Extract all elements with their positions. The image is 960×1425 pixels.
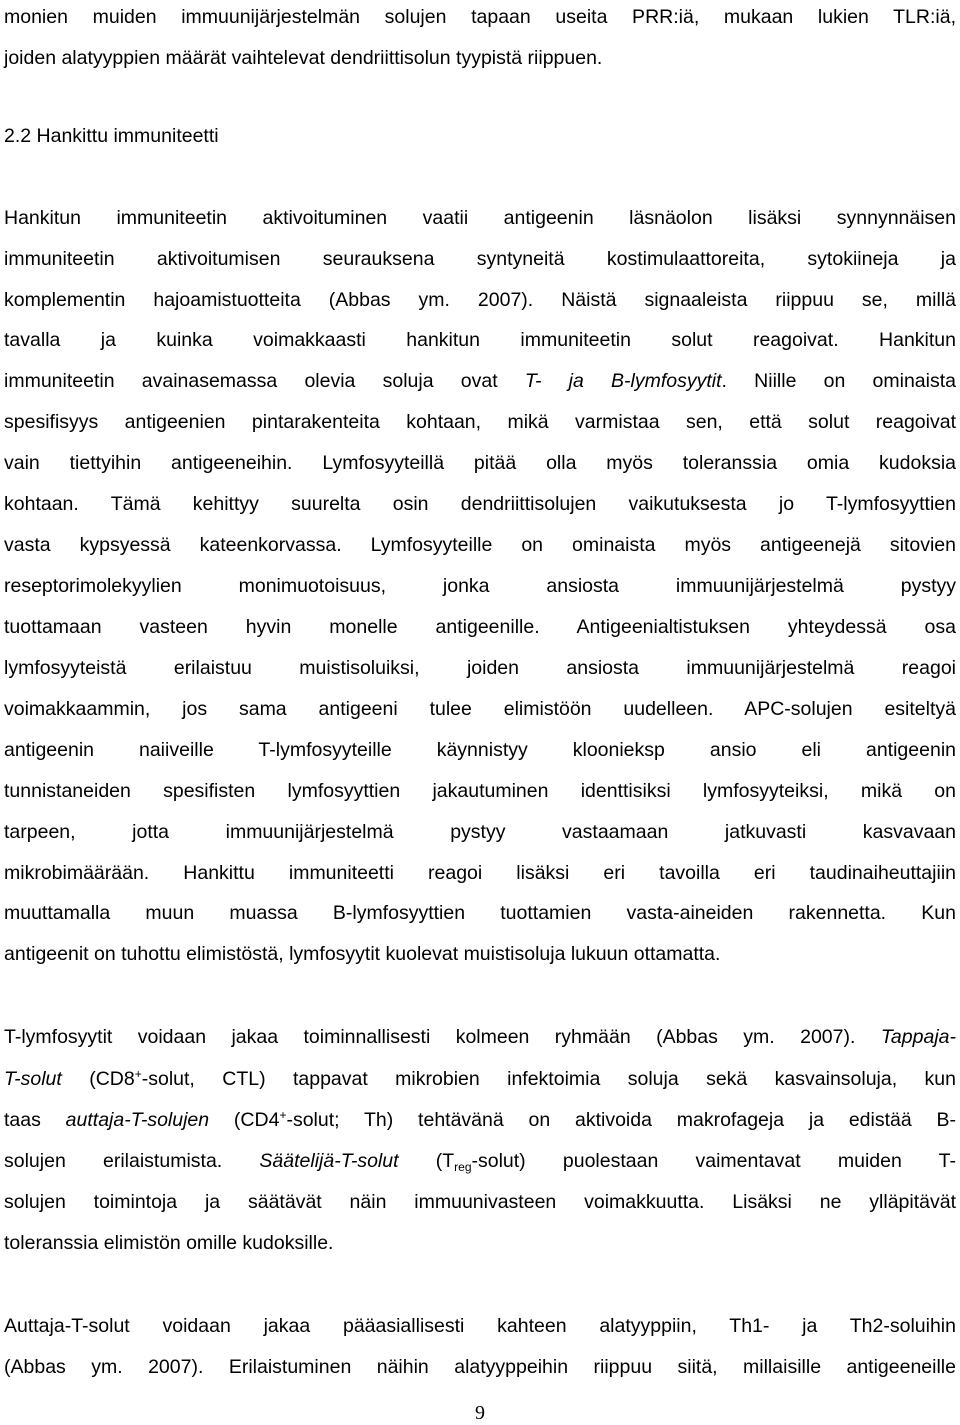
- para1-line-14: antigeenin naiiveille T-lymfosyyteille käynnistyy kloonieksp ansio eli antigeenin: [4, 739, 956, 761]
- section-heading: 2.2 Hankittu immuniteetti: [4, 125, 219, 147]
- para1-line-13: voimakkaammin, jos sama antigeeni tulee elimistöön uudelleen. APC-solujen esiteltyä: [4, 698, 956, 720]
- para1-line-9: vasta kypsyessä kateenkorvassa. Lymfosyyteille on ominaista myös antigeenejä sitovien: [4, 534, 956, 556]
- para2-line-4-text-d: -solut) puolestaan vaimentavat muiden T-: [471, 1150, 956, 1172]
- para2-line-2-text-c: -solut, CTL) tappavat mikrobien infektoimia soluja sekä kasvainsoluja, kun: [141, 1068, 956, 1090]
- intro-line-1: monien muiden immuunijärjestelmän solujen tapaan useita PRR:iä, mukaan lukien TLR:iä,: [4, 6, 956, 28]
- para1-line-5-italic: T- ja B-lymfosyytit: [524, 370, 722, 392]
- para1-line-11: tuottamaan vasteen hyvin monelle antigeenille. Antigeenialtistuksen yhteydessä osa: [4, 616, 956, 638]
- para1-line-6: spesifisyys antigeenien pintarakenteita kohtaan, mikä varmistaa sen, että solut reagoivat: [4, 411, 956, 433]
- para1-line-7: vain tiettyihin antigeeneihin. Lymfosyyteillä pitää olla myös toleranssia omia kudoksia: [4, 452, 956, 474]
- para2-line-4-text-a: solujen erilaistumista.: [4, 1150, 260, 1172]
- para1-line-2: immuniteetin aktivoitumisen seurauksena syntyneitä kostimulaattoreita, sytokiineja ja: [4, 248, 956, 270]
- para2-line-1: [4, 1025, 956, 1049]
- para1-line-8: kohtaan. Tämä kehittyy suurelta osin dendriittisolujen vaikutuksesta jo T-lymfosyyttien: [4, 493, 956, 515]
- intro-line-2: joiden alatyyppien määrät vaihtelevat dendriittisolun tyypistä riippuen.: [4, 47, 603, 69]
- para2-line-5: solujen toimintoja ja säätävät näin immuunivasteen voimakkuutta. Lisäksi ne ylläpitävät: [4, 1191, 956, 1213]
- para3-line-2: (Abbas ym. 2007). Erilaistuminen näihin alatyyppeihin riippuu siitä, millaisille antigeeneille: [4, 1356, 956, 1378]
- para3-line-1: Auttaja-T-solut voidaan jakaa pääasiallisesti kahteen alatyyppiin, Th1- ja Th2-soluihin: [4, 1315, 956, 1337]
- para2-line-3-text-c: (CD4: [209, 1109, 280, 1131]
- para1-line-16: tarpeen, jotta immuunijärjestelmä pystyy vastaamaan jatkuvasti kasvavaan: [4, 821, 956, 843]
- para2-line-4: [4, 1149, 956, 1173]
- para2-line-2: [4, 1067, 956, 1091]
- para1-line-18: muuttamalla muun muassa B-lymfosyyttien tuottamien vasta-aineiden rakennetta. Kun: [4, 902, 956, 924]
- para2-line-2-text-b: (CD8: [61, 1068, 135, 1090]
- para1-line-12: lymfosyyteistä erilaistuu muistisoluiksi, joiden ansiosta immuunijärjestelmä reagoi: [4, 657, 956, 679]
- para1-line-4: tavalla ja kuinka voimakkaasti hankitun immuniteetin solut reagoivat. Hankitun: [4, 329, 956, 351]
- para1-line-10: reseptorimolekyylien monimuotoisuus, jonka ansiosta immuunijärjestelmä pystyy: [4, 575, 956, 597]
- para2-line-2-superscript: +: [134, 1067, 142, 1081]
- para2-line-3-superscript: +: [279, 1108, 287, 1122]
- para2-line-3-italic: auttaja-T-solujen: [65, 1109, 210, 1131]
- page-number: 9: [475, 1402, 485, 1424]
- para2-line-1-text: T-lymfosyytit voidaan jakaa toiminnallisesti kolmeen ryhmään (Abbas ym. 2007).: [4, 1026, 881, 1048]
- para2-line-1-italic: Tappaja-: [880, 1026, 956, 1048]
- para1-line-17: mikrobimäärään. Hankittu immuniteetti reagoi lisäksi eri tavoilla eri taudinaiheuttajiin: [4, 862, 956, 884]
- para2-line-3-text-d: -solut; Th) tehtävänä on aktivoida makrofageja ja edistää B-: [286, 1109, 957, 1131]
- para2-line-2-italic: T-solut: [4, 1068, 62, 1090]
- para2-line-3: [4, 1108, 956, 1132]
- para2-line-4-subscript: reg: [454, 1160, 472, 1174]
- para1-line-1: Hankitun immuniteetin aktivoituminen vaatii antigeenin läsnäolon lisäksi synnynnäisen: [4, 207, 956, 229]
- para1-line-5-text-a: immuniteetin avainasemassa olevia soluja ovat: [4, 370, 525, 392]
- para2-line-4-text-c: (T: [398, 1150, 455, 1172]
- para1-line-15: tunnistaneiden spesifisten lymfosyyttien jakautuminen identtisiksi lymfosyyteiksi, mikä on: [4, 780, 956, 802]
- para1-line-5: [4, 369, 956, 393]
- para1-line-19: antigeenit on tuhottu elimistöstä, lymfosyytit kuolevat muistisoluja lukuun ottamatta.: [4, 943, 721, 965]
- para2-line-6: toleranssia elimistön omille kudoksille.: [4, 1232, 334, 1254]
- para2-line-3-text-a: taas: [4, 1109, 66, 1131]
- para2-line-4-italic: Säätelijä-T-solut: [259, 1150, 399, 1172]
- para1-line-5-text-c: . Niille on ominaista: [721, 370, 956, 392]
- para1-line-3: komplementin hajoamistuotteita (Abbas ym. 2007). Näistä signaaleista riippuu se, millä: [4, 289, 956, 311]
